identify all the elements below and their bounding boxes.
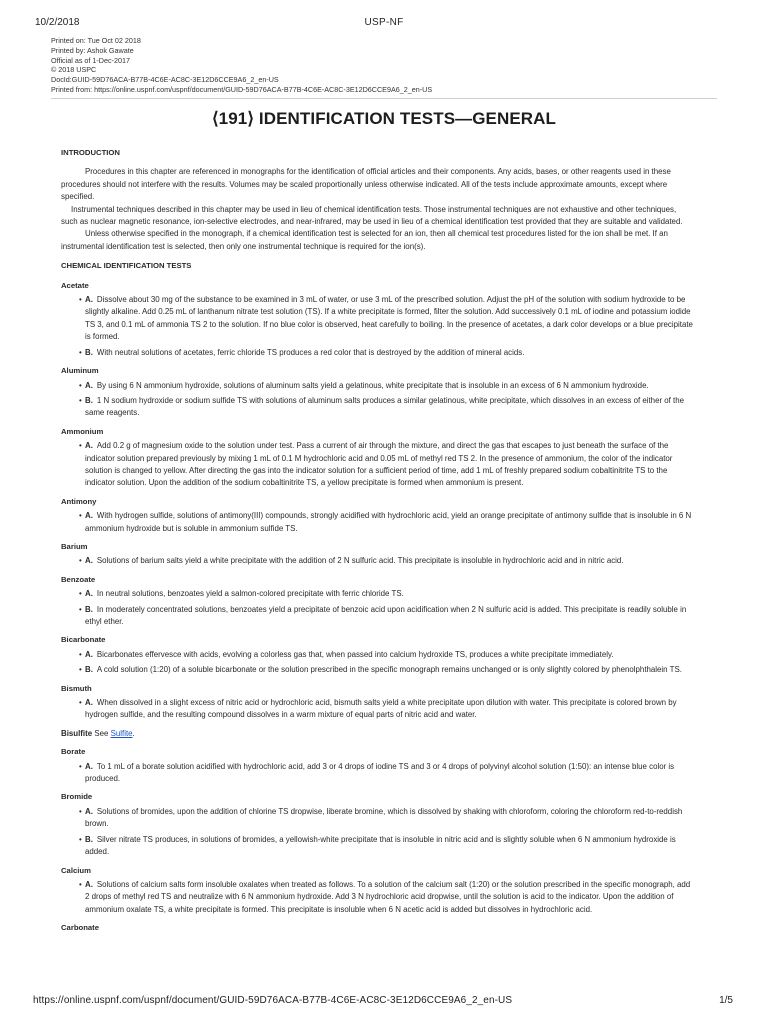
section-heading-antimony: Antimony xyxy=(61,496,97,506)
item-label: B. xyxy=(85,604,93,614)
intro-paragraph-2: Instrumental techniques described in this chapter may be used in lieu of chemical identification tests. Those instrumental techniques are not exhaustive and other techniques, such as nuclear magnetic resonance, ion-selective electrodes, and near-infrared, may be used in lieu of a chemical identification test provided that they are suitable and validated. xyxy=(61,204,683,227)
item-text: To 1 mL of a borate solution acidified with hydrochloric acid, add 3 or 4 drops of iodine TS and 3 or 4 drops of polyvinyl alcohol solution (1:50): an intense blue color is produced. xyxy=(85,761,675,784)
bullet-icon: • xyxy=(79,295,82,305)
bullet-icon: • xyxy=(79,665,82,675)
bullet-icon: • xyxy=(79,879,82,889)
section-heading-carbonate: Carbonate xyxy=(61,923,100,933)
printed-by: Printed by: Ashok Gawate xyxy=(51,45,134,55)
bullet-icon: • xyxy=(79,834,82,844)
link-suffix: . xyxy=(132,728,135,738)
item-text: With hydrogen sulfide, solutions of antimony(III) compounds, strongly acidified with hydrochloric acid, yield an orange precipitate of antimony sulfide that is insoluble in 6 N ammonium hydroxide but is soluble in ammonium sulfide TS. xyxy=(85,511,692,533)
item-label: A. xyxy=(85,556,93,566)
doc-id: DocId:GUID-59D76ACA-B77B-4C6E-AC8C-3E12D6CCE9A6_2_en-US xyxy=(51,75,279,85)
see-text: See xyxy=(94,728,109,738)
list-item xyxy=(61,395,693,420)
header-divider xyxy=(51,98,717,99)
bullet-icon: • xyxy=(79,698,82,708)
item-label: B. xyxy=(85,665,93,675)
sulfite-link[interactable]: Sulfite xyxy=(110,728,133,738)
list-item xyxy=(61,761,693,786)
bullet-icon: • xyxy=(79,347,82,357)
item-text: Bicarbonates effervesce with acids, evolving a colorless gas that, when passed into calcium hydroxide TS, produces a white precipitate immediately. xyxy=(96,649,614,659)
list-item xyxy=(61,555,693,567)
item-text: In neutral solutions, benzoates yield a salmon-colored precipitate with ferric chloride TS. xyxy=(96,589,404,599)
intro-paragraph-1: Procedures in this chapter are referenced in monographs for the identification of official articles and their components. Any acids, bases, or other reagents used in these procedures should not interfere with the results. Volumes may be scaled proportionally unless otherwise indicated. All of the tests include approximate amounts, except where specified. xyxy=(61,167,671,202)
site-name: USP-NF xyxy=(364,17,404,28)
list-item xyxy=(61,664,693,676)
print-header xyxy=(35,17,733,31)
official-date: Official as of 1-Dec-2017 xyxy=(51,55,130,65)
chapter-title: ⟨191⟩ IDENTIFICATION TESTS—GENERAL xyxy=(211,109,557,128)
item-text: Add 0.2 g of magnesium oxide to the solution under test. Pass a current of air through the mixture, and direct the gas that escapes to just beneath the surface of the indicator solution prepared previously by mixing 1 mL of 0.1 M hydrochloric acid and 0.05 mL of methyl red TS 2. In the presence of ammonium, the color of the indicator solution is changed to yellow. After directing the gas into the indicator solution for a sufficient period of time, add 1 mL of freshly prepared sodium cobaltinitrite TS to the indicator solution. Upon the addition of the sodium cobaltinitrite TS, a yellow precipitate is formed when ammonium is present. xyxy=(85,441,673,488)
item-text: By using 6 N ammonium hydroxide, solutions of aluminum salts yield a gelatinous, white precipitate that is insoluble in an excess of 6 N ammonium hydroxide. xyxy=(96,380,649,390)
print-date: 10/2/2018 xyxy=(35,17,80,28)
item-label: A. xyxy=(85,806,93,816)
bisulfite-row xyxy=(61,728,693,740)
bullet-icon: • xyxy=(79,441,82,451)
item-text: In moderately concentrated solutions, benzoates yield a precipitate of benzoic acid upon acidification when 2 N sulfuric acid is added. This precipitate is readily soluble in ethyl ether. xyxy=(85,604,687,626)
bullet-icon: • xyxy=(79,556,82,566)
item-label: A. xyxy=(85,380,93,390)
bullet-icon: • xyxy=(79,589,82,599)
section-heading-barium: Barium xyxy=(61,541,88,551)
intro-paragraph-3: Unless otherwise specified in the monograph, if a chemical identification test is selected for an ion, then all chemical test procedures listed for the ion shall be met. If an instrumental identification test is selected, then only one instrumental technique is required for the ion(s). xyxy=(61,229,668,251)
bullet-icon: • xyxy=(79,380,82,390)
copyright: © 2018 USPC xyxy=(51,65,97,75)
list-item xyxy=(61,347,693,359)
item-label: A. xyxy=(85,649,93,659)
section-heading-benzoate: Benzoate xyxy=(61,574,96,584)
item-label: B. xyxy=(85,347,93,357)
introduction-heading: INTRODUCTION xyxy=(61,148,120,157)
bullet-icon: • xyxy=(79,761,82,771)
bullet-icon: • xyxy=(79,395,82,405)
section-heading-acetate: Acetate xyxy=(61,280,89,290)
list-item xyxy=(61,380,693,392)
section-heading-borate: Borate xyxy=(61,747,86,757)
print-footer xyxy=(33,995,733,1009)
list-item xyxy=(61,294,693,344)
item-label: B. xyxy=(85,395,93,405)
item-text: With neutral solutions of acetates, ferric chloride TS produces a red color that is destroyed by the addition of mineral acids. xyxy=(96,347,525,357)
document-body xyxy=(61,147,693,937)
item-label: A. xyxy=(85,295,93,305)
item-text: Dissolve about 30 mg of the substance to be examined in 3 mL of water, or use 3 mL of the prescribed solution. Adjust the pH of the solution with sodium hydroxide to be slightly alkaline. Add 0.25 mL of lanthanum nitrate test solution (TS). If a white precipitate is formed, filter the solution. Add successively 0.1 mL of iodine and potassium iodide TS 3, and 0.1 mL of ammonia TS 2 to the solution. If no blue color is observed, heat carefully to boiling. In the presence of acetates, a dark color develops or a blue precipitate is formed. xyxy=(85,295,693,342)
section-heading-bismuth: Bismuth xyxy=(61,683,92,693)
item-text: When dissolved in a slight excess of nitric acid or hydrochloric acid, bismuth salts yield a white precipitate upon dilution with water. This precipitate is colored brown by hydrogen sulfide, and the resulting compound dissolves in a warm mixture of equal parts of nitric acid and water. xyxy=(85,698,677,720)
bullet-icon: • xyxy=(79,806,82,816)
item-text: 1 N sodium hydroxide or sodium sulfide TS with solutions of aluminum salts produces a similar gelatinous, white precipitate, which dissolves in an excess of either of the same reagents. xyxy=(85,395,685,418)
bullet-icon: • xyxy=(79,511,82,521)
list-item xyxy=(61,588,693,600)
list-item xyxy=(61,879,693,916)
list-item xyxy=(61,697,693,722)
item-label: A. xyxy=(85,761,93,771)
footer-url: https://online.uspnf.com/uspnf/document/GUID-59D76ACA-B77B-4C6E-AC8C-3E12D6CCE9A6_2_en-US xyxy=(33,995,513,1006)
page-number: 1/5 xyxy=(719,995,733,1006)
chemical-tests-heading: CHEMICAL IDENTIFICATION TESTS xyxy=(61,261,192,271)
list-item xyxy=(61,510,693,535)
list-item xyxy=(61,440,693,490)
item-text: A cold solution (1:20) of a soluble bicarbonate or the solution prescribed in the specific monograph remains unchanged or is only slightly colored by phenolphthalein TS. xyxy=(96,665,682,675)
item-label: A. xyxy=(85,589,93,599)
item-text: Solutions of calcium salts form insoluble oxalates when treated as follows. To a solution of the calcium salt (1:20) or the solution prescribed in the specific monograph, add 2 drops of methyl red TS and neutralize with 6 N ammonium hydroxide. Add 3 N hydrochloric acid dropwise, until the solution is acid to the indicator. Upon the addition of ammonium oxalate TS, a white precipitate is formed. This precipitate is insoluble when 6 N acetic acid is added but dissolves in hydrochloric acid. xyxy=(85,879,691,914)
item-text: Solutions of bromides, upon the addition of chlorine TS dropwise, liberate bromine, which is dissolved by shaking with chloroform, coloring the chloroform red-to-reddish brown. xyxy=(85,806,683,829)
list-item xyxy=(61,649,693,661)
print-metadata xyxy=(51,36,432,95)
item-label: A. xyxy=(85,879,93,889)
bullet-icon: • xyxy=(79,649,82,659)
section-heading-aluminum: Aluminum xyxy=(61,366,99,376)
section-heading-bromide: Bromide xyxy=(61,792,93,802)
item-text: Solutions of barium salts yield a white precipitate with the addition of 2 N sulfuric acid. This precipitate is insoluble in hydrochloric acid and in nitric acid. xyxy=(96,556,624,566)
list-item xyxy=(61,604,693,629)
item-label: A. xyxy=(85,511,93,521)
section-heading-bisulfite: Bisulfite xyxy=(61,728,93,738)
bullet-icon: • xyxy=(79,604,82,614)
section-heading-calcium: Calcium xyxy=(61,865,91,875)
printed-on: Printed on: Tue Oct 02 2018 xyxy=(51,36,141,45)
item-label: A. xyxy=(85,441,93,451)
item-label: B. xyxy=(85,834,93,844)
list-item xyxy=(61,806,693,831)
section-heading-ammonium: Ammonium xyxy=(61,426,104,436)
item-label: A. xyxy=(85,698,93,708)
printed-from: Printed from: https://online.uspnf.com/uspnf/document/GUID-59D76ACA-B77B-4C6E-AC8C-3E12D6CCE9A6_2_en-US xyxy=(51,84,433,94)
section-heading-bicarbonate: Bicarbonate xyxy=(61,635,106,645)
list-item xyxy=(61,834,693,859)
item-text: Silver nitrate TS produces, in solutions of bromides, a yellowish-white precipitate that is insoluble in nitric acid and is slightly soluble when 6 N ammonium hydroxide is added. xyxy=(85,834,676,857)
